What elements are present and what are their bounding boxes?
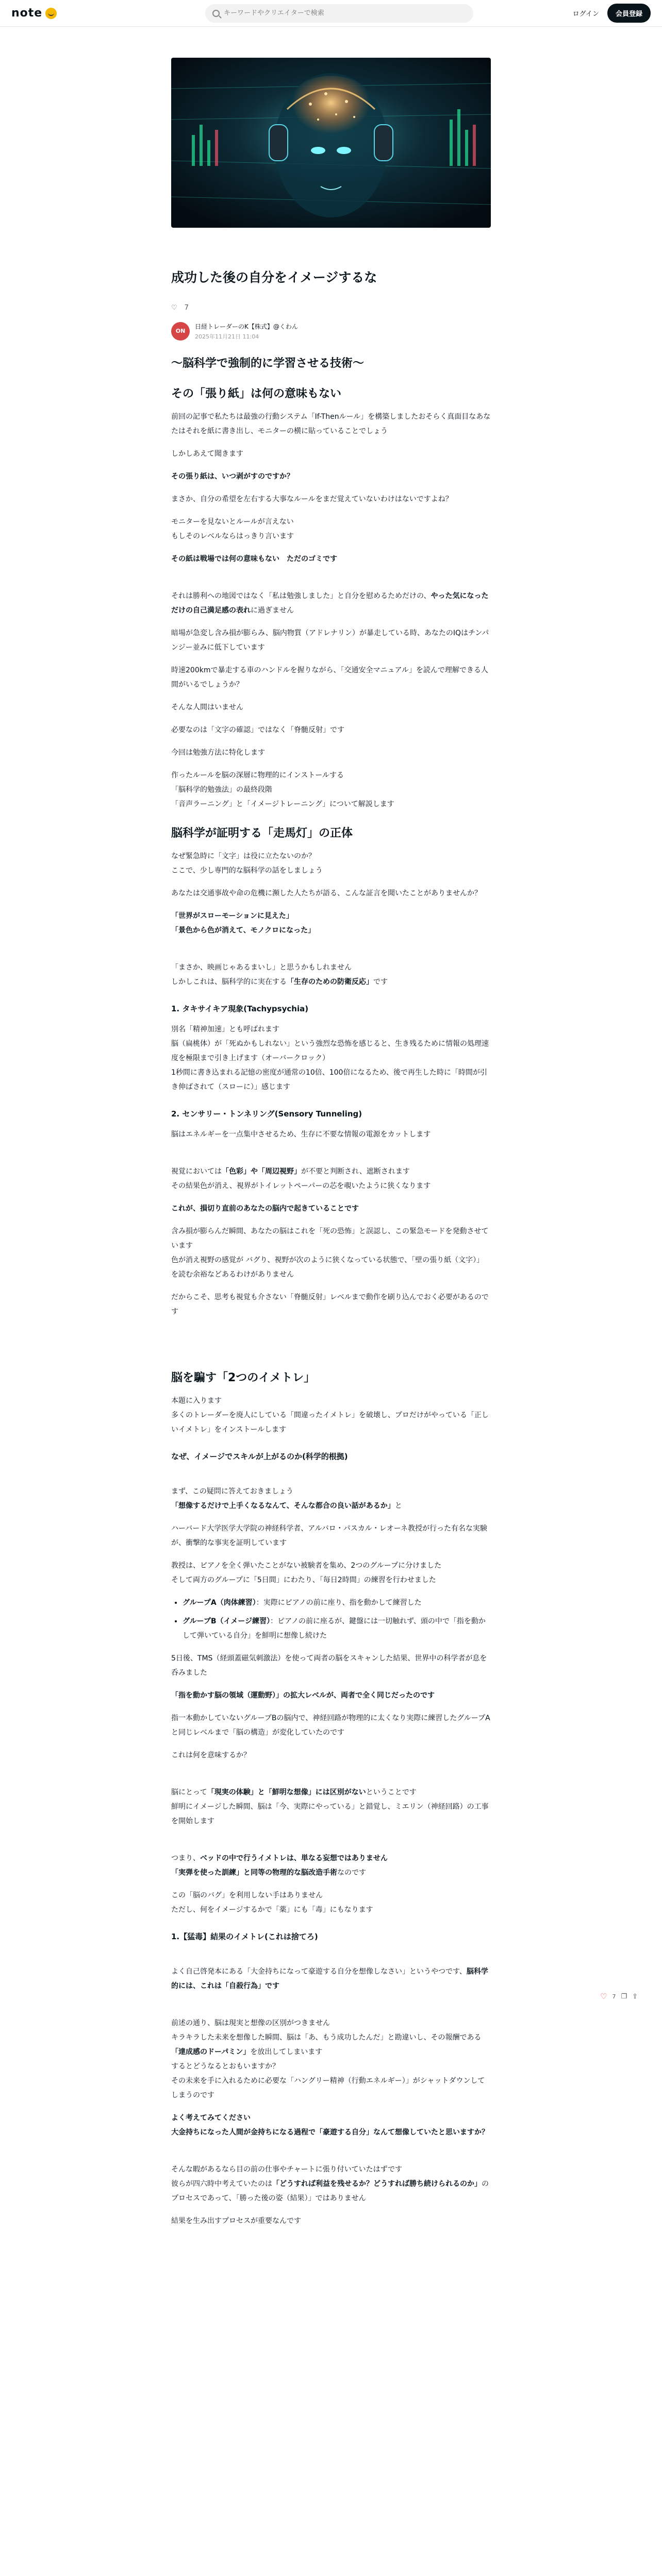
article-title: 成功した後の自分をイメージするな bbox=[171, 270, 377, 285]
subsection-heading: 1. タキサイキア現象(Tachypsychia) bbox=[171, 1004, 309, 1013]
list-item-text: ：ピアノの前に座るが、鍵盤には一切触れず、頭の中で「指を動かして弾いている自分」を鮮明に想像し続けた bbox=[183, 1617, 486, 1640]
search-icon bbox=[212, 10, 220, 17]
text: が不要と判断され、遮断されます その結果色が消え、視界がトイレットペーパーの芯を覗いたように狭くなります bbox=[171, 1167, 431, 1190]
emphasis: 「現実の体験」と「鮮明な想像」には区別がない bbox=[207, 1788, 366, 1797]
paragraph bbox=[171, 1950, 491, 1993]
article-body bbox=[171, 355, 491, 2228]
floating-action-rail bbox=[600, 1992, 638, 2001]
section-heading: 〜脳科学で強制的に学習させる技術〜 bbox=[171, 357, 365, 370]
paragraph bbox=[171, 1150, 491, 1193]
text: です bbox=[373, 977, 388, 986]
text: に過ぎません bbox=[251, 606, 294, 615]
text: のプロセスであって、「勝った後の姿（結果）」ではありません bbox=[171, 2179, 489, 2202]
paragraph: しかしあえて聞きます bbox=[171, 449, 243, 458]
list-item bbox=[183, 1596, 491, 1610]
paragraph: よく考えてみてください 大金持ちになった人間が金持ちになる過程で「豪遊する自分」なんて想像していたと思いますか？ bbox=[171, 2113, 489, 2137]
article bbox=[171, 27, 491, 2228]
paragraph bbox=[171, 1771, 491, 1828]
logo-text: note bbox=[11, 7, 43, 20]
emphasis: 「想像するだけで上手くなるなんて、そんな都合の良い話があるか」 bbox=[171, 1501, 395, 1510]
bullet-list bbox=[183, 1596, 491, 1643]
paragraph bbox=[171, 2148, 491, 2206]
paragraph: 結果を生み出すプロセスが重要なんです bbox=[171, 2216, 301, 2225]
paragraph: ハーバード大学医学大学院の神経科学者、アルバロ・パスカル・レオーネ教授が行った有名な実験が、衝撃的な事実を証明しています bbox=[171, 1524, 488, 1547]
rail-like-count: 7 bbox=[612, 1993, 616, 2000]
text: まず、この疑問に答えておきましょう bbox=[171, 1487, 293, 1496]
text: 「まさか、映画じゃあるまいし」と思うかもしれません しかしこれは、脳科学的に実在する bbox=[171, 963, 352, 986]
subsection-heading: 1.【猛毒】結果のイメトレ(これは捨てろ) bbox=[171, 1931, 318, 1941]
list-item-head: グループA（肉体練習） bbox=[183, 1598, 256, 1607]
hero-image bbox=[171, 58, 491, 228]
text: つまり、 bbox=[171, 1854, 200, 1862]
paragraph: モニターを見ないとルールが言えない もしそのレベルならはっきり言います bbox=[171, 517, 294, 540]
paragraph: 含み損が膨らんだ瞬間、あなたの脳はこれを「死の恐怖」と誤認し、この緊急モードを発動させています 色が消え視野の感覚が バグり、視野が次のように狭くなっている状態で、「壁の張り紙（文字）」を読む余裕などあるわけがありません bbox=[171, 1227, 489, 1279]
avatar[interactable]: ON bbox=[171, 322, 190, 341]
search-input[interactable] bbox=[224, 9, 466, 17]
paragraph bbox=[171, 2002, 491, 2103]
paragraph: これは何を意味するか？ bbox=[171, 1751, 251, 1759]
list-item bbox=[183, 1614, 491, 1643]
text: 脳にとって bbox=[171, 1788, 207, 1797]
author-block[interactable] bbox=[171, 322, 491, 341]
section-heading: その「張り紙」は何の意味もない bbox=[171, 387, 342, 400]
paragraph: 本題に入ります 多くのトレーダーを廃人にしている「間違ったイメトレ」を破壊し、プロだけがやっている「正しいイメトレ」をインストールします bbox=[171, 1396, 489, 1434]
text: 視覚においては bbox=[171, 1167, 222, 1176]
paragraph: 作ったルールを脳の深層に物理的にインストールする 「脳科学的勉強法」の最終段階 「音声ラーニング」と「イメージトレーニング」について解説します bbox=[171, 771, 394, 808]
article-actions bbox=[171, 304, 491, 312]
paragraph: 必要なのは「文字の確認」ではなく「脊髄反射」です bbox=[171, 725, 344, 734]
emphasis: 「生存のための防衛反応」 bbox=[287, 977, 373, 986]
emphasis: やった気になっただけの自己満足感の表れ bbox=[171, 591, 489, 615]
search-bar[interactable] bbox=[205, 4, 473, 23]
paragraph: そんな人間はいません bbox=[171, 703, 243, 711]
like-icon[interactable]: ♡ bbox=[171, 303, 177, 312]
text: そんな暇があるなら目の前の仕事やチャートに張り付いていたはずです 彼らが四六時中考えていたのは bbox=[171, 2165, 402, 2188]
emphasis: 「どうすれば利益を残せるか？どうすれば勝ち続けられるのか」 bbox=[272, 2179, 482, 2188]
paragraph: 今回は勉強方法に特化します bbox=[171, 748, 265, 757]
emphasis: 「色彩」や「周辺視野」 bbox=[222, 1167, 301, 1176]
section-heading: 脳を騙す「2つのイメトレ」 bbox=[171, 1371, 316, 1384]
list-item-text: ：実際にピアノの前に座り、指を動かして練習した bbox=[256, 1598, 422, 1607]
section-heading: 脳科学が証明する「走馬灯」の正体 bbox=[171, 826, 353, 840]
publish-date: 2025年11月21日 11:04 bbox=[195, 333, 259, 340]
paragraph: 脳はエネルギーを一点集中させるため、生存に不要な情報の電源をカットします bbox=[171, 1130, 431, 1139]
login-link[interactable]: ログイン bbox=[572, 10, 599, 18]
heart-icon[interactable]: ♡ bbox=[600, 1992, 607, 2001]
list-item-head: グループB（イメージ練習） bbox=[183, 1617, 271, 1625]
paragraph: これが、損切り直前のあなたの脳内で起きていることです bbox=[171, 1204, 359, 1213]
share-icon[interactable]: ⇪ bbox=[632, 1992, 638, 2001]
signup-button[interactable]: 会員登録 bbox=[607, 4, 651, 23]
emphasis: 脳科学的には、これは「自殺行為」です bbox=[171, 1967, 488, 1990]
paragraph: その張り紙は、いつ剥がすのですか？ bbox=[171, 472, 294, 481]
paragraph: あなたは交通事故や命の危機に瀕した人たちが語る、こんな証言を聞いたことがありませんか？ bbox=[171, 889, 482, 897]
text: よく自己啓発本にある「大金持ちになって豪遊する自分を想像しなさい」というやつです、 bbox=[171, 1967, 467, 1976]
paragraph bbox=[171, 574, 491, 618]
mascot-icon bbox=[45, 8, 57, 19]
author-name[interactable]: 日経トレーダーのK【株式】@くわん bbox=[195, 323, 298, 330]
subsection-heading: なぜ、イメージでスキルが上がるのか(科学的根拠) bbox=[171, 1451, 348, 1461]
emphasis: ベッドの中で行うイメトレは、単なる妄想ではありません 「実弾を使った訓練」と同等の物理的な脳改造手術 bbox=[171, 1854, 388, 1877]
text: ということです 鮮明にイメージした瞬間、脳は「今、実際にやっている」と錯覚し、ミエリン（神経回路）の工事を開始します bbox=[171, 1788, 489, 1825]
paragraph: まさか、自分の希望を左右する大事なルールをまだ覚えていないわけはないですよね？ bbox=[171, 495, 453, 503]
subsection-heading: 2. センサリー・トンネリング(Sensory Tunneling) bbox=[171, 1109, 362, 1118]
site-header bbox=[0, 0, 662, 27]
paragraph bbox=[171, 1470, 491, 1513]
paragraph: 時速200kmで暴走する車のハンドルを握りながら、「交通安全マニュアル」を読んで理解できる人間がいるでしょうか？ bbox=[171, 666, 488, 689]
paragraph: この「脳のバグ」を利用しない手はありません ただし、何をイメージするかで「薬」にも「毒」にもなります bbox=[171, 1891, 373, 1914]
text: を放出してしまいます するとどうなるとおもいますか？ その未来を手に入れるために必要な「ハングリー精神（行動エネルギー）」がシャットダウンしてしまうのです bbox=[171, 2047, 485, 2099]
paragraph: 暗場が急変し含み損が膨らみ、脳内物質（アドレナリン）が暴走している時、あなたのIQはチンパンジー並みに低下しています bbox=[171, 629, 489, 652]
text: 前述の通り、脳は現実と想像の区別がつきません キラキラした未来を想像した瞬間、脳は「あ、もう成功したんだ」と勘違いし、その報酬である bbox=[171, 2019, 482, 2042]
paragraph: 指一本動かしていないグループBの脳内で、神経回路が物理的に太くなり実際に練習したグループAと同じレベルまで「脳の構造」が変化していたのです bbox=[171, 1714, 490, 1737]
paragraph: 別名「精神加速」とも呼ばれます 脳（扁桃体）が「死ぬかもしれない」という強烈な恐怖を感じると、生き残るために情報の処理速度を極限まで引き上げます（オーバークロック） 1秒間に書き込まれる記憶の密度が通常の10倍、100倍になるため、後で再生した時に「時間が引き伸ばされて（スローに）」感じます bbox=[171, 1025, 489, 1091]
comment-icon[interactable]: ❐ bbox=[621, 1992, 627, 2001]
note-logo[interactable] bbox=[11, 7, 197, 20]
text: それは勝利への地図ではなく「私は勉強しました」と自分を慰めるためだけの、 bbox=[171, 591, 431, 600]
paragraph: だからこそ、思考も視覚も介さない「脊髄反射」レベルまで動作を刷り込んでおく必要があるのです bbox=[171, 1293, 489, 1316]
paragraph: 前回の記事で私たちは最強の行動システム「If-Thenルール」を構築しましたおそらく真面目なあなたはそれを紙に書き出し、モニターの横に貼っていることでしょう bbox=[171, 412, 491, 435]
text: なのです bbox=[337, 1868, 366, 1877]
paragraph: その紙は戦場では何の意味もない ただのゴミです bbox=[171, 554, 337, 563]
paragraph bbox=[171, 1837, 491, 1880]
text: と bbox=[394, 1501, 402, 1510]
like-count: 7 bbox=[184, 303, 189, 312]
paragraph: 教授は、ピアノを全く弾いたことがない被験者を集め、2つのグループに分けました そして両方のグループに「5日間」にわたり、「毎日2時間」の練習を行わせました bbox=[171, 1561, 442, 1584]
paragraph bbox=[171, 946, 491, 989]
paragraph: なぜ緊急時に「文字」は役に立たないのか？ ここで、少し専門的な脳科学の話をしましょう bbox=[171, 852, 323, 875]
emphasis: 「達成感のドーパミン」 bbox=[171, 2047, 251, 2056]
paragraph: 5日後、TMS（経頭蓋磁気刺激法）を使って両者の脳をスキャンした結果、世界中の科学者が息を呑みました bbox=[171, 1654, 487, 1677]
paragraph: 「世界がスローモーションに見えた」 「景色から色が消えて、モノクロになった」 bbox=[171, 911, 316, 935]
paragraph: 「指を動かす脳の領域（運動野）」の拡大レベルが、両者で全く同じだったのです bbox=[171, 1691, 435, 1700]
